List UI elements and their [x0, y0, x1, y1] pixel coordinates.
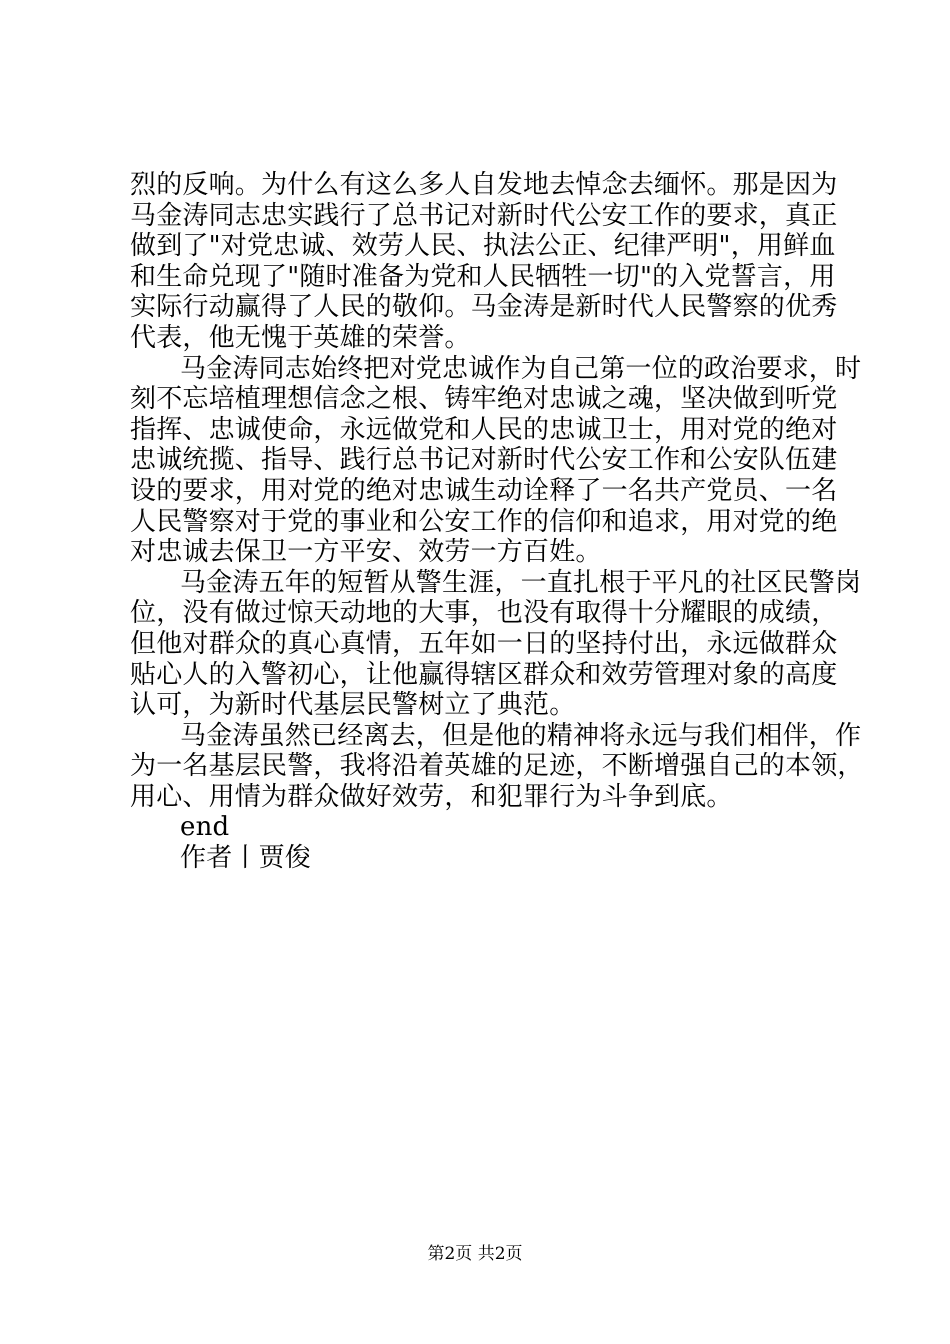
- text-line: end: [180, 812, 230, 843]
- text-line: 刻不忘培植理想信念之根、铸牢绝对忠诚之魂，坚决做到听党: [130, 384, 838, 415]
- text-line: 用心、用情为群众做好效劳，和犯罪行为斗争到底。: [130, 781, 733, 812]
- text-line: 但他对群众的真心真情，五年如一日的坚持付出，永远做群众: [130, 628, 838, 659]
- text-line: 为一名基层民警，我将沿着英雄的足迹，不断增强自己的本领，: [130, 751, 864, 782]
- page-footer: 第2页 共2页: [427, 1244, 523, 1264]
- text-line: 认可，为新时代基层民警树立了典范。: [130, 690, 576, 721]
- text-line: 代表，他无愧于英雄的荣誉。: [130, 322, 471, 353]
- text-line: 和生命兑现了"随时准备为党和人民牺牲一切"的入党誓言，用: [130, 261, 836, 292]
- text-line: 马金涛五年的短暂从警生涯，一直扎根于平凡的社区民警岗: [180, 567, 862, 598]
- text-line: 实际行动赢得了人民的敬仰。马金涛是新时代人民警察的优秀: [130, 292, 838, 323]
- paragraph: [130, 720, 864, 813]
- text-line: 马金涛虽然已经离去，但是他的精神将永远与我们相伴，作: [180, 720, 862, 751]
- text-line: 位，没有做过惊天动地的大事，也没有取得十分耀眼的成绩，: [130, 598, 838, 629]
- text-line: 马金涛同志始终把对党忠诚作为自己第一位的政治要求，时: [180, 353, 862, 384]
- paragraph: [130, 170, 838, 354]
- paragraph: [130, 812, 830, 843]
- text-line: 贴心人的入警初心，让他赢得辖区群众和效劳管理对象的高度: [130, 659, 838, 690]
- text-line: 忠诚统揽、指导、践行总书记对新时代公安工作和公安队伍建: [130, 445, 838, 476]
- paragraph: [130, 353, 862, 568]
- text-line: 马金涛同志忠实践行了总书记对新时代公安工作的要求，真正: [130, 200, 838, 231]
- text-line: 作者丨贾俊: [180, 843, 312, 874]
- text-line: 指挥、忠诚使命，永远做党和人民的忠诚卫士，用对党的绝对: [130, 414, 838, 445]
- text-line: 设的要求，用对党的绝对忠诚生动诠释了一名共产党员、一名: [130, 475, 838, 506]
- text-line: 烈的反响。为什么有这么多人自发地去悼念去缅怀。那是因为: [130, 170, 838, 200]
- text-line: 对忠诚去保卫一方平安、效劳一方百姓。: [130, 537, 602, 568]
- text-line: 做到了"对党忠诚、效劳人民、执法公正、纪律严明"，用鲜血: [130, 231, 836, 262]
- paragraph: [130, 843, 830, 874]
- text-line: 人民警察对于党的事业和公安工作的信仰和追求，用对党的绝: [130, 506, 838, 537]
- document-body: [130, 170, 864, 874]
- paragraph: [130, 567, 862, 721]
